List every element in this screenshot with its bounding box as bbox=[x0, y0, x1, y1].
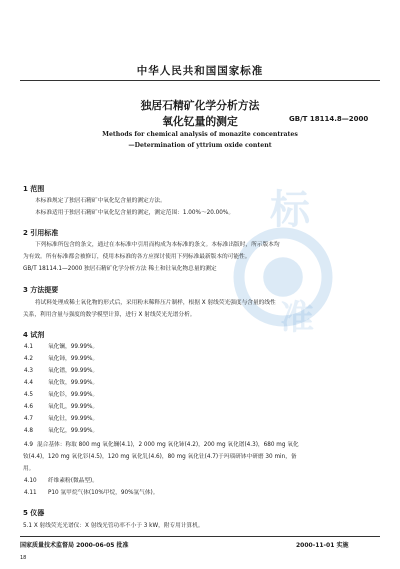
reagent-text-continued: 用。 bbox=[23, 466, 35, 472]
section-5-item: 5.1 X 射线荧光光谱仪：X 射线光管功率不小于 3 kW，附专用计算机。 bbox=[23, 523, 204, 529]
title-cn-line-2: 氧化钇量的测定 bbox=[162, 115, 238, 128]
reagent-text-continued: 钕(4.4)，120 mg 氧化钐(4.5)，120 mg 氧化钆(4.6)，80 mg 氧化钍(4.7)于玛瑙研钵中研磨 30 min，备 bbox=[23, 454, 297, 460]
section-1-para-1: 本标准规定了独居石精矿中氧化钇含量的测定方法。 bbox=[35, 198, 166, 204]
approval-date: 国家质量技术监督局 2000-06-05 批准 bbox=[20, 542, 129, 549]
reagent-text: 纤维素粉(微晶型)。 bbox=[48, 478, 98, 484]
section-2-line: 下列标准所包含的条文，通过在本标准中引用而构成为本标准的条文。本标准出版时，所示版本均 bbox=[35, 242, 280, 248]
reagent-text: 混合基体：称取 800 mg 氧化镧(4.1)，2 000 mg 氧化铈(4.2)，200 mg 氧化镨(4.3)，680 mg 氧化 bbox=[37, 442, 299, 448]
watermark-text-1: 标 bbox=[270, 187, 316, 233]
page-number: 18 bbox=[20, 555, 27, 561]
reagent-text: 氧化钕，99.99%。 bbox=[48, 380, 99, 386]
section-1-heading: 1 范围 bbox=[23, 185, 45, 193]
reagent-number: 4.11 bbox=[24, 490, 37, 496]
section-2-reference: GB/T 18114.1—2000 独居石精矿化学分析方法 稀土和钍氧化物总量的测定 bbox=[23, 266, 217, 272]
document-header: 中华人民共和国国家标准 bbox=[136, 65, 264, 77]
title-cn-line-1: 独居石精矿化学分析方法 bbox=[140, 99, 260, 112]
reagent-text: 氧化钆，99.99%。 bbox=[48, 404, 99, 410]
reagent-text: 氧化钍，99.99%。 bbox=[48, 416, 99, 422]
section-3-line: 关系，利用含量与强度的数学模型计算，进行 X 射线荧光光谱分析。 bbox=[23, 312, 196, 318]
section-2-line: 为有效。所有标准都会被修订，使用本标准的各方应探讨使用下列标准最新版本的可能性。 bbox=[23, 254, 251, 260]
reagent-number: 4.9 bbox=[24, 442, 34, 448]
reagent-number: 4.7 bbox=[24, 416, 34, 422]
reagent-text: 氧化钐，99.99%。 bbox=[48, 392, 99, 398]
reagent-text: 氧化镨，99.99%。 bbox=[48, 368, 99, 374]
section-1-para-2: 本标准适用于独居石精矿中氧化钇含量的测定，测定范围：1.00%～20.00%。 bbox=[35, 210, 235, 216]
reagent-number: 4.6 bbox=[24, 404, 34, 410]
section-2-heading: 2 引用标准 bbox=[23, 229, 59, 237]
reagent-number: 4.1 bbox=[24, 344, 34, 350]
section-5-heading: 5 仪器 bbox=[23, 509, 45, 517]
reagent-number: 4.8 bbox=[24, 428, 34, 434]
footer-rule bbox=[20, 536, 380, 537]
section-3-line: 将试料处理成稀土氧化物的形式后，采用粉末稀释压片制样，根据 X 射线荧光强度与含量的线性 bbox=[35, 300, 276, 306]
reagent-text: 氧化钇，99.99%。 bbox=[48, 428, 99, 434]
reagent-text: 氧化铈，99.99%。 bbox=[48, 356, 99, 362]
section-4-heading: 4 试剂 bbox=[23, 331, 45, 339]
standard-code: GB/T 18114.8—2000 bbox=[289, 115, 369, 123]
implementation-date: 2000-11-01 实施 bbox=[296, 542, 349, 549]
reagent-number: 4.5 bbox=[24, 392, 34, 398]
section-3-heading: 3 方法提要 bbox=[23, 286, 59, 294]
watermark-text-2: 准 bbox=[280, 298, 314, 338]
reagent-text: P10 氩甲烷气体(10%甲烷，90%氩气体)。 bbox=[48, 490, 159, 496]
reagent-number: 4.3 bbox=[24, 368, 34, 374]
reagent-number: 4.4 bbox=[24, 380, 34, 386]
title-en-line-2: —Determination of yttrium oxide content bbox=[128, 142, 272, 149]
title-en-line-1: Methods for chemical analysis of monazite concentrates bbox=[102, 131, 298, 138]
reagent-number: 4.10 bbox=[24, 478, 37, 484]
reagent-number: 4.2 bbox=[24, 356, 34, 362]
reagent-text: 氧化镧，99.99%。 bbox=[48, 344, 99, 350]
header-rule bbox=[20, 80, 380, 81]
